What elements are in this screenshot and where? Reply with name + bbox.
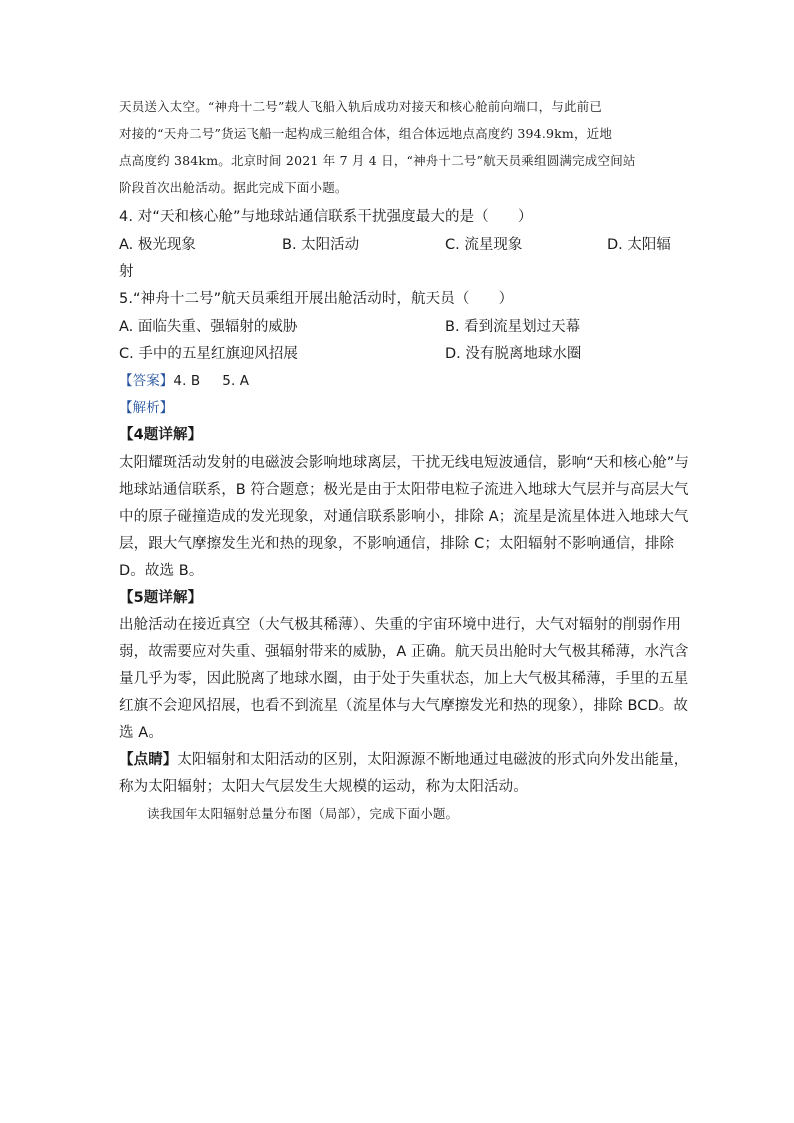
detail-5-line-4: 红旗不会迎风招展，也看不到流星（流星体与大气摩擦发光和热的现象），排除 BCD。故: [119, 698, 688, 714]
next-question-intro: 读我国年太阳辐射总量分布图（局部），完成下面小题。: [147, 806, 459, 821]
answer-row: [119, 369, 249, 389]
detail-5-line-3: 量几乎为零，因此脱离了地球水圈，由于处于失重状态，加上大气极其稀薄，手里的五星: [119, 671, 689, 687]
tip-label: 【点睛】: [119, 752, 178, 768]
detail-4-line-2: 地球站通信联系，B 符合题意；极光是由于太阳带电粒子流进入地球大气层并与高层大气: [119, 482, 689, 498]
question-5-option-d: D. 没有脱离地球水圈: [445, 346, 582, 362]
answer-q5: 5. A: [222, 373, 250, 389]
tip-text-1: 太阳辐射和太阳活动的区别，太阳源源不断地通过电磁波的形式向外发出能量，: [177, 752, 689, 768]
question-5-option-b: B. 看到流星划过天幕: [445, 319, 581, 335]
detail-5-line-2: 弱，故需要应对失重、强辐射带来的威胁，A 正确。航天员出舱时大气极其稀薄，水汽含: [119, 644, 689, 660]
detail-5-line-1: 出舱活动在接近真空（大气极其稀薄）、失重的宇宙环境中进行，大气对辐射的削弱作用: [119, 617, 682, 633]
question-4-option-b: B. 太阳活动: [282, 237, 360, 253]
tip-line-2: 称为太阳辐射；太阳大气层发生大规模的运动，称为太阳活动。: [119, 779, 528, 795]
question-5-option-a: A. 面临失重、强辐射的威胁: [119, 319, 298, 335]
analysis-label: 【解析】: [119, 400, 174, 416]
question-5-option-c: C. 手中的五星红旗迎风招展: [119, 346, 298, 362]
detail-4-line-5: D。故选 B。: [119, 563, 204, 579]
question-5-stem: 5.“神舟十二号”航天员乘组开展出舱活动时，航天员（ ）: [119, 291, 514, 307]
intro-line-2: 对接的“天舟二号”货运飞船一起构成三舱组合体，组合体远地点高度约 394.9km，近地: [119, 126, 613, 141]
detail-5-title: 【5题详解】: [119, 590, 203, 606]
detail-4-title: 【4题详解】: [119, 427, 203, 443]
question-4-option-d: D. 太阳辐: [607, 237, 671, 253]
answer-label: 【答案】: [119, 373, 174, 389]
intro-line-4: 阶段首次出舱活动。据此完成下面小题。: [119, 180, 348, 195]
detail-4-line-1: 太阳耀斑活动发射的电磁波会影响地球离层，干扰无线电短波通信，影响“天和核心舱”与: [119, 455, 690, 471]
intro-line-1: 天员送入太空。“神舟十二号”载人飞船入轨后成功对接天和核心舱前向端口，与此前已: [119, 99, 603, 114]
tip-line-1: [119, 748, 688, 769]
intro-line-3: 点高度约 384km。北京时间 2021 年 7 月 4 日，“神舟十二号”航天员乘组圆满完成空间站: [119, 153, 636, 168]
detail-5-line-5: 选 A。: [119, 725, 163, 741]
question-4-option-c: C. 流星现象: [445, 237, 523, 253]
detail-4-line-3: 中的原子碰撞造成的发光现象，对通信联系影响小，排除 A；流星是流星体进入地球大气: [119, 509, 689, 525]
answer-q4: 4. B: [173, 373, 201, 389]
question-4-stem: 4. 对“天和核心舱”与地球站通信联系干扰强度最大的是（ ）: [119, 209, 533, 225]
detail-4-line-4: 层，跟大气摩擦发生光和热的现象，不影响通信，排除 C；太阳辐射不影响通信，排除: [119, 536, 675, 552]
question-4-option-d-wrap: 射: [119, 264, 134, 280]
question-4-option-a: A. 极光现象: [119, 237, 196, 253]
